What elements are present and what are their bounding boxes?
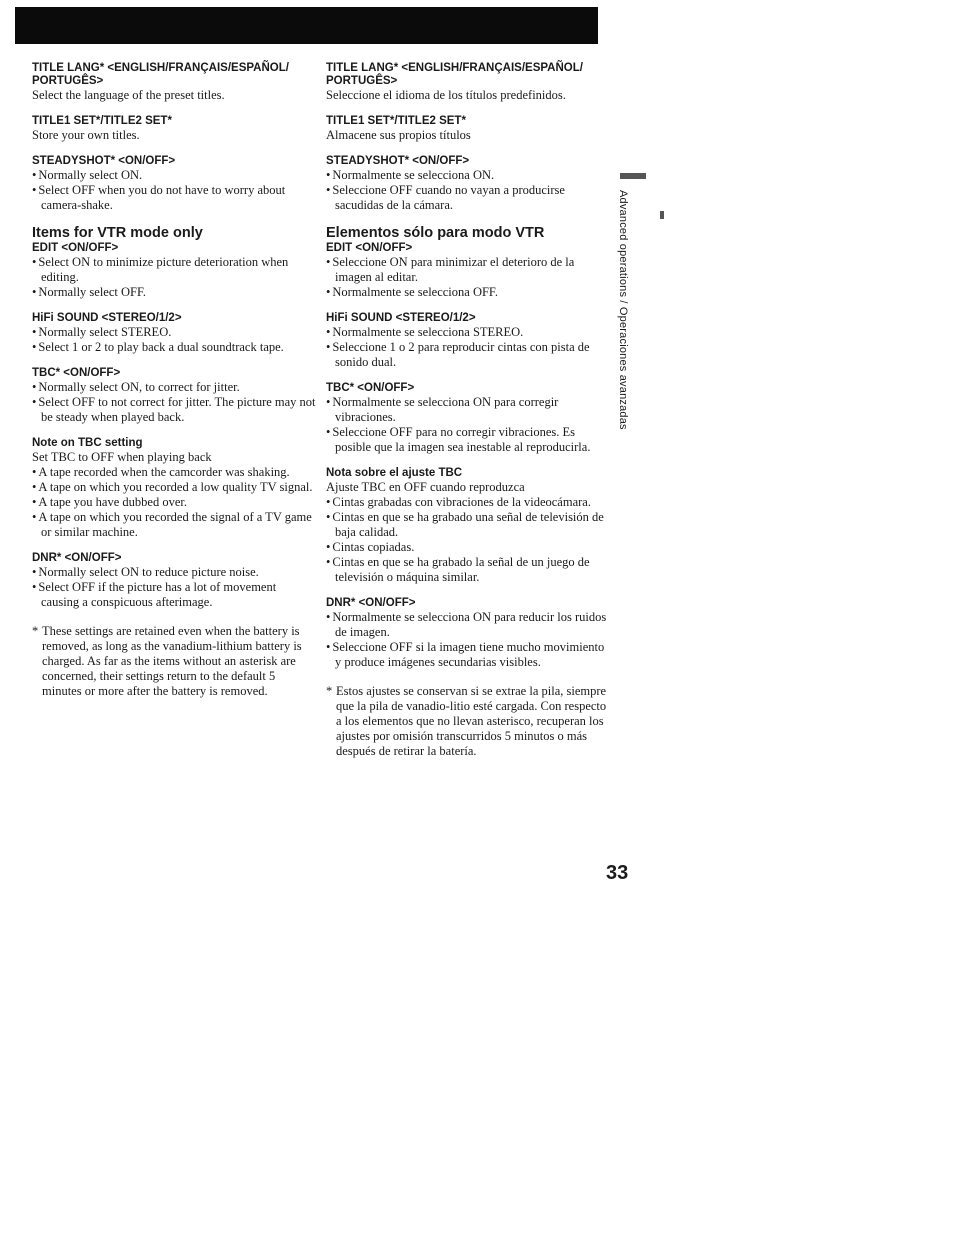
list-item: • Cintas en que se ha grabado la señal de un juego de televisión o máquina similar. bbox=[326, 555, 611, 585]
section-text: Almacene sus propios títulos bbox=[326, 128, 471, 142]
list-item: • Normalmente se selecciona ON para corregir vibraciones. bbox=[326, 395, 611, 425]
section-title-lang bbox=[32, 62, 317, 103]
footnote bbox=[326, 684, 611, 759]
list-item: • A tape recorded when the camcorder was shaking. bbox=[32, 465, 317, 480]
list-item: • Cintas grabadas con vibraciones de la videocámara. bbox=[326, 495, 611, 510]
section-heading: TITLE LANG* <ENGLISH/FRANÇAIS/ESPAÑOL/ PORTUGÊS> bbox=[32, 62, 289, 87]
section-tbc-note bbox=[326, 467, 611, 585]
section-text: Set TBC to OFF when playing back bbox=[32, 450, 212, 464]
section-dnr bbox=[32, 552, 317, 610]
list-item: • Seleccione ON para minimizar el deterioro de la imagen al editar. bbox=[326, 255, 611, 285]
section-hifi-sound bbox=[326, 312, 611, 370]
footnote-mark: * bbox=[32, 624, 39, 638]
list-item: • A tape you have dubbed over. bbox=[32, 495, 317, 510]
section-title-set bbox=[32, 115, 317, 143]
list-item: • A tape on which you recorded a low quality TV signal. bbox=[32, 480, 317, 495]
list-item: • Select 1 or 2 to play back a dual soundtrack tape. bbox=[32, 340, 317, 355]
list-item: • Seleccione OFF para no corregir vibraciones. Es posible que la imagen sea inestable al reproducirla. bbox=[326, 425, 611, 455]
section-heading: STEADYSHOT* <ON/OFF> bbox=[32, 155, 176, 167]
list-item: • A tape on which you recorded the signal of a TV game or similar machine. bbox=[32, 510, 317, 540]
section-heading: Note on TBC setting bbox=[32, 437, 143, 449]
section-heading: TITLE LANG* <ENGLISH/FRANÇAIS/ESPAÑOL/ PORTUGÊS> bbox=[326, 62, 583, 87]
list-item: • Seleccione OFF si la imagen tiene mucho movimiento y produce imágenes secundarias visibles. bbox=[326, 640, 611, 670]
section-tbc bbox=[326, 382, 611, 455]
section-text: Seleccione el idioma de los títulos predefinidos. bbox=[326, 88, 566, 102]
vtr-mode-heading: Elementos sólo para modo VTR bbox=[326, 225, 545, 241]
section-steadyshot bbox=[326, 155, 611, 213]
section-hifi-sound bbox=[32, 312, 317, 355]
list-item: • Normally select STEREO. bbox=[32, 325, 317, 340]
footnote-text: These settings are retained even when the battery is removed, as long as the vanadium-lithium battery is charged. As far as the items without an asterisk are concerned, their settings return to the default 5 minutes or more after the battery is removed. bbox=[42, 624, 302, 698]
list-item: • Normalmente se selecciona ON para reducir los ruidos de imagen. bbox=[326, 610, 611, 640]
section-heading: DNR* <ON/OFF> bbox=[326, 597, 416, 609]
list-item: • Normally select OFF. bbox=[32, 285, 317, 300]
vtr-mode-heading: Items for VTR mode only bbox=[32, 225, 203, 241]
list-item: • Seleccione OFF cuando no vayan a producirse sacudidas de la cámara. bbox=[326, 183, 611, 213]
section-heading: EDIT <ON/OFF> bbox=[326, 242, 413, 254]
list-item: • Cintas en que se ha grabado una señal de televisión de baja calidad. bbox=[326, 510, 611, 540]
section-steadyshot bbox=[32, 155, 317, 213]
section-title-lang bbox=[326, 62, 611, 103]
section-text: Store your own titles. bbox=[32, 128, 140, 142]
spanish-column bbox=[326, 62, 611, 759]
tab-marker-smudge bbox=[660, 211, 664, 219]
list-item: • Seleccione 1 o 2 para reproducir cintas con pista de sonido dual. bbox=[326, 340, 611, 370]
list-item: • Normally select ON to reduce picture noise. bbox=[32, 565, 317, 580]
section-heading: TBC* <ON/OFF> bbox=[326, 382, 415, 394]
footnote bbox=[32, 624, 317, 699]
list-item: • Select OFF to not correct for jitter. The picture may not be steady when played back. bbox=[32, 395, 317, 425]
list-item: • Normalmente se selecciona OFF. bbox=[326, 285, 611, 300]
list-item: • Normalmente se selecciona STEREO. bbox=[326, 325, 611, 340]
section-heading: HiFi SOUND <STEREO/1/2> bbox=[32, 312, 182, 324]
list-item: • Normally select ON, to correct for jitter. bbox=[32, 380, 317, 395]
section-heading: TITLE1 SET*/TITLE2 SET* bbox=[326, 115, 466, 127]
section-heading: EDIT <ON/OFF> bbox=[32, 242, 119, 254]
list-item: • Normalmente se selecciona ON. bbox=[326, 168, 611, 183]
footnote-mark: * bbox=[326, 684, 333, 698]
list-item: • Cintas copiadas. bbox=[326, 540, 611, 555]
section-dnr bbox=[326, 597, 611, 670]
section-heading: TBC* <ON/OFF> bbox=[32, 367, 121, 379]
section-tbc bbox=[32, 367, 317, 425]
section-heading: Nota sobre el ajuste TBC bbox=[326, 467, 463, 479]
list-item: • Select ON to minimize picture deterioration when editing. bbox=[32, 255, 317, 285]
list-item: • Normally select ON. bbox=[32, 168, 317, 183]
section-tbc-note bbox=[32, 437, 317, 540]
footnote-text: Estos ajustes se conservan si se extrae la pila, siempre que la pila de vanadio-litio esté cargada. Con respecto a los elementos que no llevan asterisco, recuperan los ajustes por omisión transcurridos 5 minutos o más después de retirar la batería. bbox=[336, 684, 607, 758]
section-heading: HiFi SOUND <STEREO/1/2> bbox=[326, 312, 476, 324]
section-heading: DNR* <ON/OFF> bbox=[32, 552, 122, 564]
section-text: Ajuste TBC en OFF cuando reproduzca bbox=[326, 480, 525, 494]
list-item: • Select OFF if the picture has a lot of movement causing a conspicuous afterimage. bbox=[32, 580, 317, 610]
section-title-set bbox=[326, 115, 611, 143]
section-edit bbox=[32, 242, 317, 300]
section-heading: STEADYSHOT* <ON/OFF> bbox=[326, 155, 470, 167]
tab-marker-smudge bbox=[620, 173, 646, 179]
page-number: 33 bbox=[606, 862, 629, 884]
section-side-tab: Advanced operations / Operaciones avanzadas bbox=[617, 190, 629, 430]
section-edit bbox=[326, 242, 611, 300]
section-text: Select the language of the preset titles. bbox=[32, 88, 225, 102]
section-heading: TITLE1 SET*/TITLE2 SET* bbox=[32, 115, 172, 127]
header-bar bbox=[15, 7, 598, 44]
list-item: • Select OFF when you do not have to worry about camera-shake. bbox=[32, 183, 317, 213]
english-column bbox=[32, 62, 317, 699]
